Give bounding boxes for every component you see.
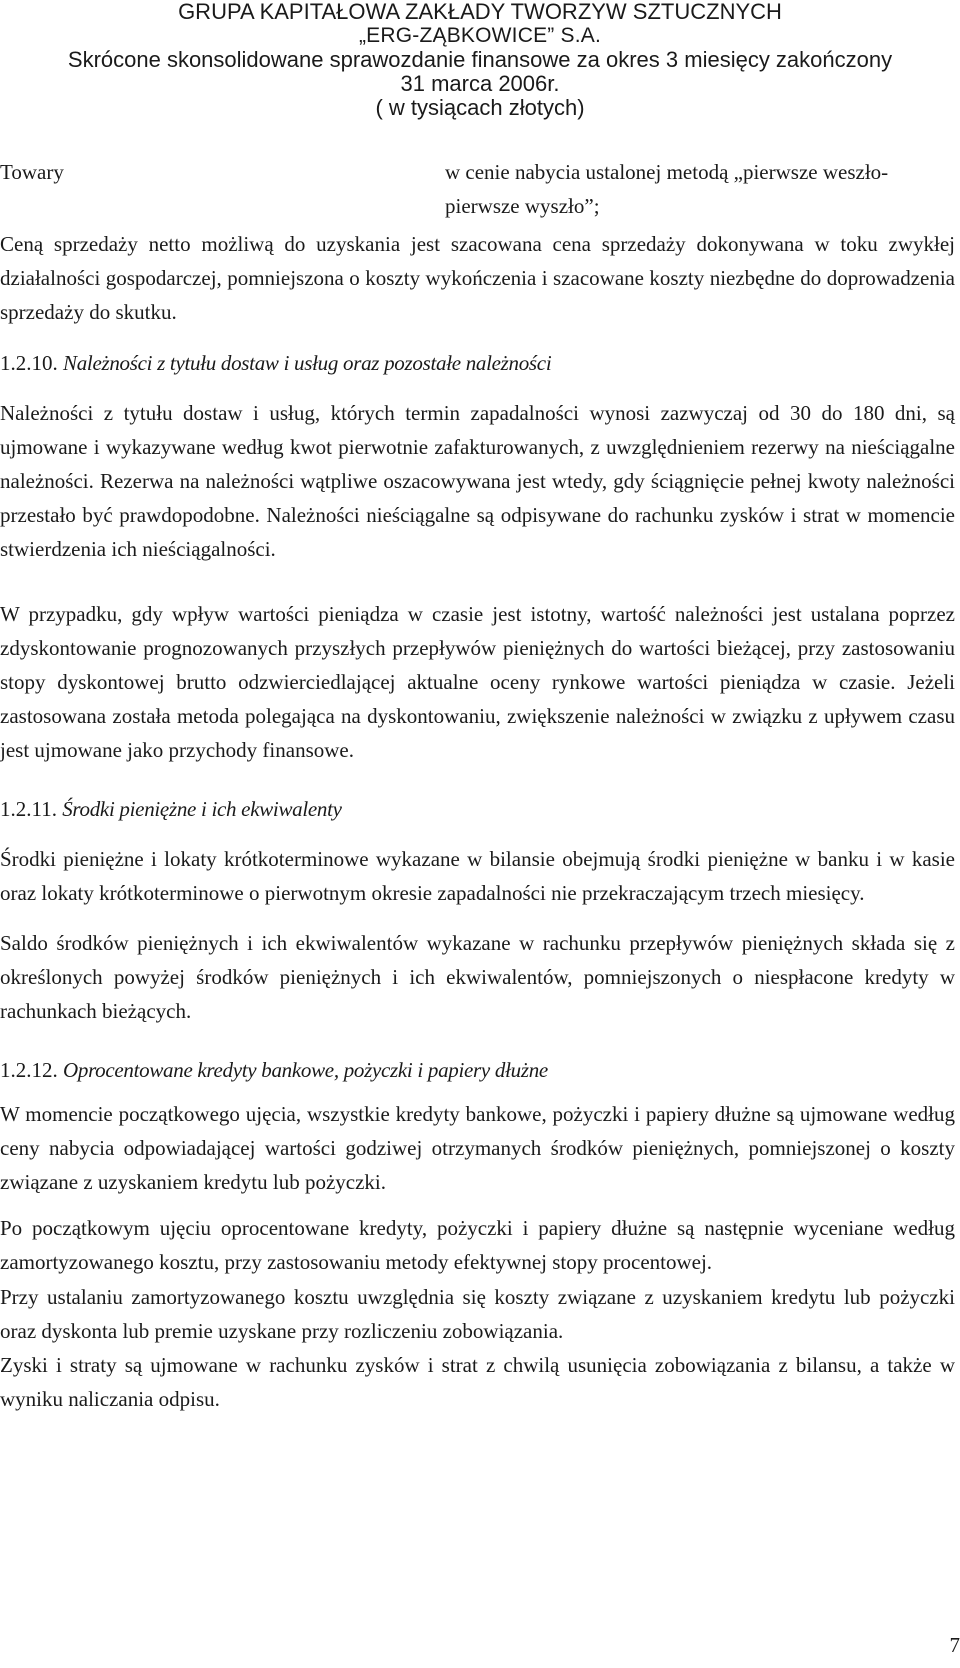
header-report-title: Skrócone skonsolidowane sprawozdanie finansowe za okres 3 miesięcy zakończony: [67, 47, 893, 72]
section-number: 1.2.10.: [0, 350, 58, 375]
section-title: Oprocentowane kredyty bankowe, pożyczki i papiery dłużne: [63, 1057, 548, 1082]
section-title: Środki pieniężne i ich ekwiwalenty: [62, 796, 342, 821]
section-heading-receivables: [0, 346, 955, 380]
paragraph-receivables-2: W przypadku, gdy wpływ wartości pieniądza w czasie jest istotny, wartość należności jest ustalana poprzez zdyskontowanie prognozowanych przyszłych przepływów pieniężnych do wartości bieżącej, przy zastosowaniu stopy dyskontowej brutto odzwierciedlającej aktualne oceny rynkowe wartości pieniądza w czasie. Jeżeli zastosowana została metoda polegająca na dyskontowaniu, zwiększenie należności w związku z upływem czasu jest ujmowane jako przychody finansowe.: [0, 601, 955, 763]
header-company-name: GRUPA KAPITAŁOWA ZAKŁADY TWORZYW SZTUCZNYCH: [178, 0, 782, 24]
paragraph-loans-3: Przy ustalaniu zamortyzowanego kosztu uwzględnia się koszty związane z uzyskaniem kredytu lub pożyczki oraz dyskonta lub premie uzyskane przy rozliczeniu zobowiązania.: [0, 1284, 955, 1343]
section-heading-loans: [0, 1053, 955, 1087]
section-heading-cash: [0, 792, 955, 826]
paragraph-loans-1: W momencie początkowego ujęcia, wszystkie kredyty bankowe, pożyczki i papiery dłużne są ujmowane według ceny nabycia odpowiadającej wartości godziwej otrzymanych środków pieniężnych, pomniejszonej o koszty związane z uzyskaniem kredytu lub pożyczki.: [0, 1101, 955, 1195]
towary-label: Towary: [0, 160, 64, 184]
section-title: Należności z tytułu dostaw i usług oraz pozostałe należności: [63, 350, 552, 375]
document-header: [0, 0, 960, 120]
header-currency-note: ( w tysiącach złotych): [375, 95, 585, 120]
towary-row: [0, 145, 955, 218]
paragraph-loans-2: Po początkowym ujęciu oprocentowane kredyty, pożyczki i papiery dłużne są następnie wyceniane według zamortyzowanego kosztu, przy zastosowaniu metody efektywnej stopy procentowej.: [0, 1216, 955, 1275]
document-body: [0, 145, 955, 1416]
paragraph-receivables-1: Należności z tytułu dostaw i usług, których termin zapadalności wynosi zazwyczaj od 30 do 180 dni, są ujmowane i wykazywane według kwot pierwotnie zafakturowanych, z uwzględnieniem rezerwy na nieściągalne należności. Rezerwa na należności wątpliwe oszacowywana jest wtedy, gdy ściągnięcie pełnej kwoty należności przestało być prawdopodobne. Należności nieściągalne są odpisywane do rachunku zysków i strat w momencie stwierdzenia ich nieściągalności.: [0, 400, 955, 562]
section-number: 1.2.12.: [0, 1057, 58, 1082]
paragraph-cash-1: Środki pieniężne i lokaty krótkoterminowe wykazane w bilansie obejmują środki pieniężne w banku i w kasie oraz lokaty krótkoterminowe o pierwotnym okresie zapadalności nie przekraczającym trzech miesięcy.: [0, 846, 955, 905]
section-number: 1.2.11.: [0, 796, 57, 821]
paragraph-loans-4: Zyski i straty są ujmowane w rachunku zysków i strat z chwilą usunięcia zobowiązania z bilansu, a także w wyniku naliczania odpisu.: [0, 1353, 955, 1412]
paragraph-net-selling-price: Ceną sprzedaży netto możliwą do uzyskania jest szacowana cena sprzedaży dokonywana w toku zwykłej działalności gospodarczej, pomniejszona o koszty wykończenia i szacowane koszty niezbędne do doprowadzenia sprzedaży do skutku.: [0, 232, 955, 325]
page-number: 7: [949, 1633, 960, 1657]
paragraph-cash-2: Saldo środków pieniężnych i ich ekwiwalentów wykazane w rachunku przepływów pieniężnych składa się z określonych powyżej środków pieniężnych i ich ekwiwalentów, pomniejszonych o niespłacone kredyty w rachunkach bieżących.: [0, 931, 955, 1024]
header-report-date: 31 marca 2006r.: [400, 71, 560, 96]
towary-description: w cenie nabycia ustalonej metodą „pierwsze weszło-pierwsze wyszło”;: [445, 160, 889, 218]
header-company-short: „ERG-ZĄBKOWICE” S.A.: [358, 24, 601, 47]
